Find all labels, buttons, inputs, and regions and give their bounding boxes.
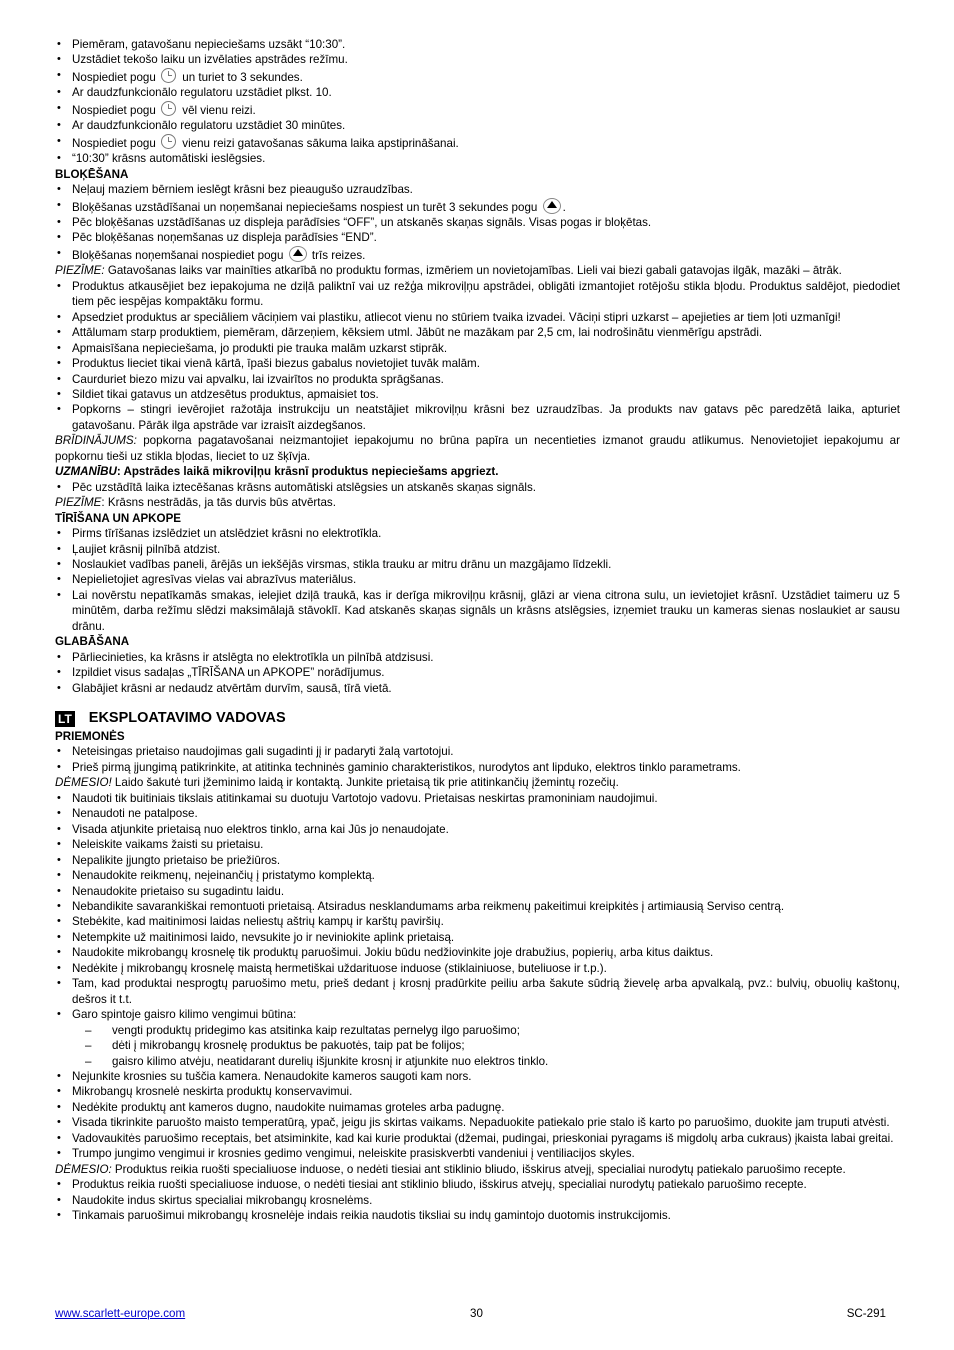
list-item: • Lai novērstu nepatīkamās smakas, ielejiet dziļā traukā, kas ir derīga mikroviļņu krāsnij, glāzi ar viena citrona sulu, un ievietojiet krāsnī. Uzstādiet taimeru uz 5 minūtēm, darba režīmu slēdzi maksimālajā stāvoklī. Kad atskanēs skaņas signāls un krāsns atslēgsies, izņemiet trauku un kameras sienas noslaukiet ar sausu drānu. <box>55 588 900 634</box>
lock-icon <box>289 246 307 262</box>
note2-label: PIEZĪME <box>55 496 102 510</box>
storage-heading: GLABĀŠANA <box>55 635 130 649</box>
caution1-label: DĖMESIO! <box>55 776 112 790</box>
note-paragraph <box>55 263 900 278</box>
list-item-text: Nospiediet pogu <box>72 136 156 150</box>
list-item: • Ar daudzfunkcionālo regulatoru uzstādiet plkst. 10. <box>55 85 900 100</box>
attention-text: : Apstrādes laikā mikroviļņu krāsnī produktus nepieciešams apgriezt. <box>116 465 499 479</box>
lt-section-header <box>55 709 900 729</box>
list-item: • Mikrobangų krosnelė neskirta produktų konservavimui. <box>55 1084 900 1099</box>
lock-heading: BLOĶĒŠANA <box>55 167 129 181</box>
list-item-text-end: . <box>562 200 566 214</box>
note-label: PIEZĪME: <box>55 264 105 278</box>
list-item-text: Nospiediet pogu <box>72 103 156 117</box>
list-item: • Trumpo jungimo vengimui ir krosnies gedimo vengimui, neleiskite prasiskverbti vandeniui į ventiliacijos skyles. <box>55 1146 900 1161</box>
caution2-paragraph <box>55 1162 900 1177</box>
warning-label: BRĪDINĀJUMS: <box>55 434 137 448</box>
list-item: • Sildiet tikai gatavus un atdzesētus produktus, apmaisiet tos. <box>55 387 900 402</box>
caution1-text: Laido šakutė turi įžeminimo laidą ir kontaktą. Junkite prietaisą tik prie atitinkančių įžemintų rozečių. <box>111 776 619 790</box>
precautions-heading: PRIEMONĖS <box>55 730 125 744</box>
list-item: • Nedėkite į mikrobangų krosnelę maistą hermetiškai uždarituose induose (stiklainiuose, buteliuose ir t.p.). <box>55 961 900 976</box>
section-title: EKSPLOATAVIMO VADOVAS <box>88 710 286 727</box>
sub-list-item: – gaisro kilimo atvėju, neatidarant durelių išjunkite krosnį ir atjunkite nuo elektros tinklo. <box>55 1054 900 1069</box>
model-number: SC-291 <box>846 1307 886 1320</box>
list-item: • Naudoti tik buitiniais tikslais atitinkamai su duotuju Vartotojo vadovu. Prietaisas neskirtas pramoniniam naudojimui. <box>55 791 900 806</box>
list-item: • Izpildiet visus sadaļas „TĪRĪŠANA un APKOPE” norādījumus. <box>55 665 900 680</box>
start-list <box>55 37 900 167</box>
list-item <box>55 101 900 118</box>
warning-paragraph <box>55 433 900 464</box>
list-item: • Tam, kad produktai nesprogtų paruošimo metu, prieš dedant į krosnį pradūrkite peiliu arba šakute sūdrią žievelę arba apvalkalą, pvz.: bulvių, obuolių kaštonų, dešros it t.t. <box>55 976 900 1007</box>
list-item: • Caurduriet biezo mizu vai apvalku, lai izvairītos no produkta sprāgšanas. <box>55 372 900 387</box>
after-list <box>55 480 900 495</box>
clock-icon <box>161 134 176 149</box>
list-item <box>55 246 900 263</box>
list-item: • Piemēram, gatavošanu nepieciešams uzsākt “10:30”. <box>55 37 900 52</box>
list-item-text: Bloķēšanas noņemšanai nospiediet pogu <box>72 248 284 262</box>
list-item: • Apmaisīšana nepieciešama, jo produkti pie trauka malām uzkarst stiprāk. <box>55 341 900 356</box>
list-item <box>55 198 900 215</box>
list-item: • Glabājiet krāsni ar nedaudz atvērtām durvīm, sausā, tīrā vietā. <box>55 681 900 696</box>
list-item: • Naudokite mikrobangų krosnelę tik produktų paruošimui. Jokiu būdu nedžiovinkite joje drabužius, popierių, arba kitus daiktus. <box>55 945 900 960</box>
lt-list-2 <box>55 791 900 1023</box>
attention-paragraph <box>55 464 900 479</box>
list-item-text-end: un turiet to 3 sekundes. <box>182 70 303 84</box>
sub-list-item: – dėti į mikrobangų krosnelę produktus be pakuotės, taip pat be folijos; <box>55 1038 900 1053</box>
lt-list-4 <box>55 1177 900 1223</box>
note-text: Gatavošanas laiks var mainīties atkarībā no produktu formas, izmēriem un novietojamības. Lieli vai biezi gabali gatavojas ilgāk, mazāki – ātrāk. <box>104 264 842 278</box>
list-item: • Naudokite indus skirtus specialiai mikrobangų krosnelėms. <box>55 1193 900 1208</box>
list-item: • Produktus atkausējiet bez iepakojuma ne dziļā paliktnī vai uz režģa mikroviļņu apstrādei, obligāti izmantojiet rotējošu stikla bļodu. Produktus saldējot, piedodiet tiem pēc iespējas kompaktāku formu. <box>55 279 900 310</box>
list-item: • Nedėkite produktų ant kameros dugno, naudokite nuimamas groteles arba padugnę. <box>55 1100 900 1115</box>
list-item: • Apsedziet produktus ar speciāliem vāciņiem vai plastiku, atliecot vienu no stūriem tvaika izvadei. Vāciņi stipri uzkarst – apejieties ar tiem ļoti uzmanīgi! <box>55 310 900 325</box>
caution2-text: Produktus reikia ruošti specialiuose induose, o nedėti tiesiai ant stiklinio bliudo, išskirus atvejį, specialiai nurodytų patiekalo paruošimo recepte. <box>111 1162 846 1176</box>
list-item: • Produktus lieciet tikai vienā kārtā, īpaši biezus gabalus novietojiet tuvāk malām. <box>55 356 900 371</box>
list-item: • Ar daudzfunkcionālo regulatoru uzstādiet 30 minūtes. <box>55 118 900 133</box>
list-item: • Nenaudokite reikmenų, neįeinančių į pristatymo komplektą. <box>55 868 900 883</box>
list-item: • Attālumam starp produktiem, piemēram, dārzeņiem, kēksiem utml. Jābūt ne mazākam par 2,5 cm, lai nodrošinātu vienmērīgu apstrādi. <box>55 325 900 340</box>
document-page <box>55 37 900 1224</box>
lock-icon <box>543 198 561 214</box>
sub-list-item: – vengti produktų pridegimo kas atsitinka kaip rezultatas pernelyg ilgo paruošimo; <box>55 1023 900 1038</box>
note2-text: : Krāsns nestrādās, ja tās durvis būs atvērtas. <box>101 496 336 510</box>
list-item: • Nebandikite savarankiškai remontuoti prietaisą. Atsiradus nesklandumams arba reikmenų pakeitimui kreipkitės į artimiausią Serviso centrą. <box>55 899 900 914</box>
list-item: • Netempkite už maitinimosi laido, nevsukite jo ir neviniokite aplink prietaisą. <box>55 930 900 945</box>
list-item-text-end: vēl vienu reizi. <box>182 103 256 117</box>
note2-paragraph <box>55 495 900 510</box>
list-item: • Pārliecinieties, ka krāsns ir atslēgta no elektrotīkla un pilnībā atdzisusi. <box>55 650 900 665</box>
products-list <box>55 279 900 434</box>
lt-sublist <box>55 1023 900 1069</box>
list-item: • Nepalikite įjungto prietaiso be priežiūros. <box>55 853 900 868</box>
list-item-text-end: vienu reizi gatavošanas sākuma laika apstiprināšanai. <box>182 136 459 150</box>
page-number: 30 <box>470 1307 483 1320</box>
lock-list <box>55 182 900 263</box>
list-item: • Vadovaukitės paruošimo receptais, bet atsiminkite, kad kai kurie produktai (džemai, pudingai, prieskoniai pyragams iš migdolų arba cukraus) įkaista labai greitai. <box>55 1131 900 1146</box>
list-item: • Stebėkite, kad maitinimosi laidas neliestų aštrių kampų ir karštų paviršių. <box>55 914 900 929</box>
list-item: • Pirms tīrīšanas izslēdziet un atslēdziet krāsni no elektrotīkla. <box>55 526 900 541</box>
list-item: • Noslaukiet vadības paneli, ārējās un iekšējās virsmas, stikla trauku ar mitru drānu un mazgājamo līdzekli. <box>55 557 900 572</box>
list-item: • Nenaudoti ne patalpose. <box>55 806 900 821</box>
list-item: • Uzstādiet tekošo laiku un izvēlaties apstrādes režīmu. <box>55 52 900 67</box>
list-item-text: Nospiediet pogu <box>72 70 156 84</box>
list-item: • “10:30” krāsns automātiski ieslēgsies. <box>55 151 900 166</box>
list-item: • Ļaujiet krāsnij pilnībā atdzist. <box>55 542 900 557</box>
clock-icon <box>161 101 176 116</box>
list-item: • Neleiskite vaikams žaisti su prietaisu. <box>55 837 900 852</box>
list-item: • Prieš pirmą įjungimą patikrinkite, at atitinka techninės gaminio charakteristikos, nurodytos ant lipduko, elektros tinklo parametrams. <box>55 760 900 775</box>
list-item <box>55 68 900 85</box>
caution1-paragraph <box>55 775 900 790</box>
caution2-label: DĖMESIO: <box>55 1162 112 1176</box>
storage-list <box>55 650 900 696</box>
list-item: • Tinkamais paruošimui mikrobangų krosnelėje indais reikia naudotis tiksliai su indų gamintojo duotomis instrukcijomis. <box>55 1208 900 1223</box>
list-item: • Popkorns – stingri ievērojiet ražotāja instrukciju un neatstājiet mikroviļņu krāsni bez uzraudzības. Ja produkts nav gatavs pēc paredzētā laika, apturiet gatavošanu. Pārāk ilga apstrāde var izraisīt aizdegšanos. <box>55 402 900 433</box>
list-item: • Nejunkite krosnies su tuščia kamera. Nenaudokite kameros saugoti kam nors. <box>55 1069 900 1084</box>
cleaning-heading: TĪRĪŠANA UN APKOPE <box>55 511 182 525</box>
list-item <box>55 134 900 151</box>
page-footer <box>55 1307 886 1323</box>
list-item: • Pēc uzstādītā laika iztecēšanas krāsns automātiski atslēgsies un atskanēs skaņas signāls. <box>55 480 900 495</box>
attention-label: UZMANĪBU <box>55 465 117 479</box>
website-link[interactable]: www.scarlett-europe.com <box>55 1307 186 1320</box>
list-item: • Pēc bloķēšanas uzstādīšanas uz displeja parādīsies “OFF”, un atskanēs skaņas signāls. Visas pogas ir bloķētas. <box>55 215 900 230</box>
list-item: • Neteisingas prietaiso naudojimas gali sugadinti jį ir padaryti žalą vartotojui. <box>55 744 900 759</box>
list-item-text: Bloķēšanas uzstādīšanai un noņemšanai nepieciešams nospiest un turēt 3 sekundes pogu <box>72 200 538 214</box>
list-item: • Visada tikrinkite paruošto maisto temperatūrą, ypač, jeigu jis skirtas vaikams. Nepaduokite patiekalo prie stalo iš karto po paruošimo, duokite jam truputi atvėsti. <box>55 1115 900 1130</box>
list-item: • Nenaudokite prietaiso su sugadintu laidu. <box>55 884 900 899</box>
language-badge: LT <box>55 711 75 727</box>
clock-icon <box>161 68 176 83</box>
warning-text: popkorna pagatavošanai neizmantojiet iepakojumu no brūna papīra un necentieties izmanot graudu atlikumus. Nenovietojiet iepakojumu ar popkornu tieši uz stikla bļodas, lieciet to uz šķīvja. <box>55 434 900 463</box>
list-item: • Garo spintoje gaisro kilimo vengimui būtina: <box>55 1007 900 1022</box>
list-item: • Neļauj maziem bērniem ieslēgt krāsni bez pieaugušo uzraudzības. <box>55 182 900 197</box>
cleaning-list <box>55 526 900 634</box>
lt-list-1 <box>55 744 900 775</box>
list-item: • Pēc bloķēšanas noņemšanas uz displeja parādīsies “END”. <box>55 230 900 245</box>
list-item: • Produktus reikia ruošti specialiuose induose, o nedėti tiesiai ant stiklinio bliudo, išskirus atvejų, specialiai nurodytų patiekalo paruošimo recepte. <box>55 1177 900 1192</box>
list-item: • Nepielietojiet agresīvas vielas vai abrazīvus materiālus. <box>55 572 900 587</box>
list-item-text-end: trīs reizes. <box>311 248 366 262</box>
lt-list-3 <box>55 1069 900 1162</box>
list-item: • Visada atjunkite prietaisą nuo elektros tinklo, arna kai Jūs jo nenaudojate. <box>55 822 900 837</box>
